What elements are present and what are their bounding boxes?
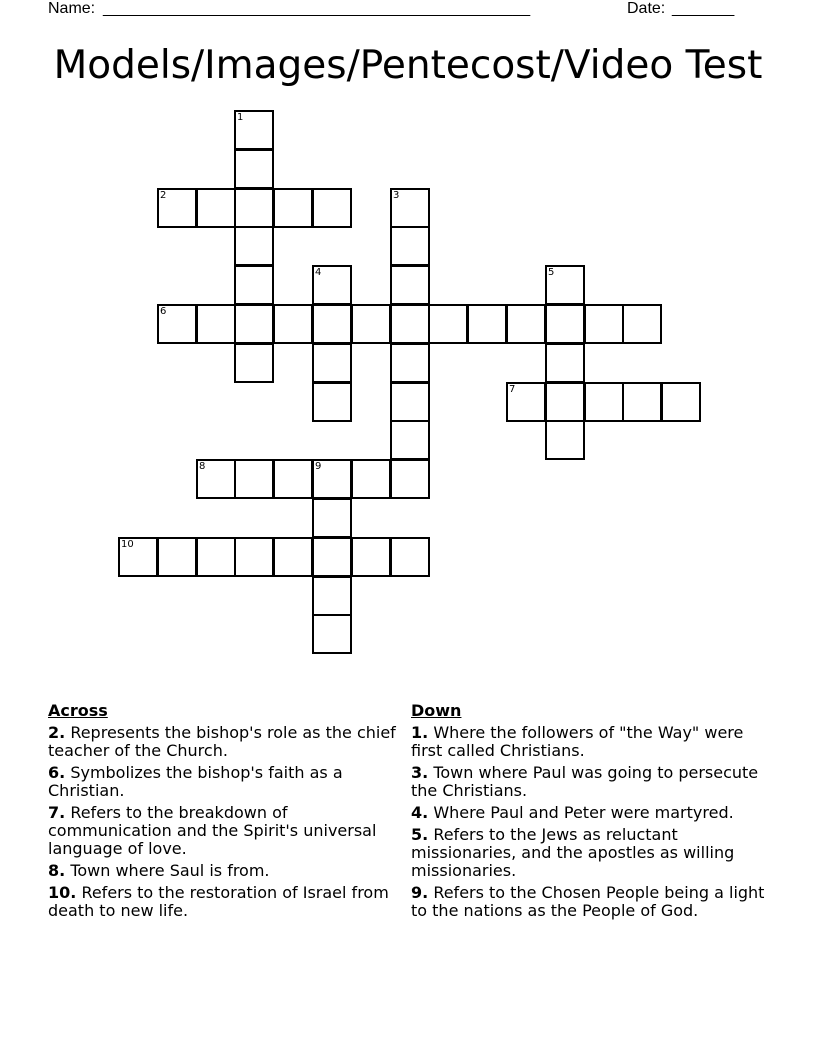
clue-text: Where Paul and Peter were martyred. [433,803,734,822]
crossword-cell[interactable] [273,537,313,577]
crossword-cell[interactable] [390,304,430,344]
cell-number: 8 [199,461,206,472]
crossword-cell[interactable] [545,343,585,383]
crossword-cell[interactable] [312,304,352,344]
crossword-cell[interactable] [312,576,352,616]
cell-number: 9 [315,461,322,472]
crossword-cell[interactable] [234,226,274,266]
date-blank-line: _______ [672,0,735,17]
clue-number: 4. [411,803,429,822]
clue-text: Symbolizes the bishop's faith as a Christian. [48,763,343,800]
crossword-cell[interactable] [312,614,352,654]
crossword-cell[interactable] [157,304,197,344]
crossword-cell[interactable] [312,188,352,228]
clue-text: Refers to the Jews as reluctant missionaries, and the apostles as willing missionaries. [411,825,735,880]
clue-across [48,884,408,920]
crossword-cell[interactable] [273,188,313,228]
crossword-cell[interactable] [584,304,624,344]
crossword-cell[interactable] [312,537,352,577]
clue-down [411,884,771,920]
name-blank-line: ________________________________________________ [103,0,531,17]
cell-number: 6 [160,306,167,317]
crossword-cell[interactable] [390,265,430,305]
clue-text: Represents the bishop's role as the chief teacher of the Church. [48,723,396,760]
crossword-cell[interactable] [622,382,662,422]
crossword-cell[interactable] [196,459,236,499]
crossword-cell[interactable] [118,537,158,577]
cell-number: 10 [121,539,134,550]
crossword-cell[interactable] [157,537,197,577]
clue-across [48,724,408,760]
crossword-cell[interactable] [196,304,236,344]
crossword-cell[interactable] [545,265,585,305]
cell-number: 5 [548,267,555,278]
crossword-cell[interactable] [506,304,546,344]
clue-number: 5. [411,825,429,844]
cell-number: 3 [393,190,400,201]
clue-down [411,804,771,822]
clue-across [48,862,408,880]
crossword-cell[interactable] [506,382,546,422]
clue-down [411,724,771,760]
crossword-cell[interactable] [312,459,352,499]
crossword-cell[interactable] [196,188,236,228]
crossword-cell[interactable] [273,459,313,499]
crossword-cell[interactable] [312,498,352,538]
across-heading: Across [48,701,108,720]
crossword-cell[interactable] [234,149,274,189]
clue-across [48,764,408,800]
crossword-cell[interactable] [312,265,352,305]
crossword-cell[interactable] [545,420,585,460]
crossword-cell[interactable] [234,304,274,344]
clue-number: 6. [48,763,66,782]
clue-number: 10. [48,883,77,902]
clue-number: 9. [411,883,429,902]
clue-number: 7. [48,803,66,822]
crossword-cell[interactable] [234,537,274,577]
crossword-cell[interactable] [312,343,352,383]
crossword-cell[interactable] [390,382,430,422]
crossword-cell[interactable] [390,459,430,499]
crossword-cell[interactable] [273,304,313,344]
crossword-cell[interactable] [234,188,274,228]
cell-number: 2 [160,190,167,201]
name-label: Name: [48,0,96,17]
crossword-cell[interactable] [390,343,430,383]
clue-down [411,826,771,880]
cell-number: 7 [509,384,516,395]
crossword-cell[interactable] [351,537,391,577]
clue-text: Refers to the restoration of Israel from death to new life. [48,883,389,920]
clue-text: Town where Paul was going to persecute the Christians. [411,763,759,800]
crossword-cell[interactable] [622,304,662,344]
clue-text: Where the followers of "the Way" were first called Christians. [411,723,744,760]
clue-down [411,764,771,800]
crossword-cell[interactable] [234,265,274,305]
crossword-cell[interactable] [234,459,274,499]
clue-text: Refers to the breakdown of communication and the Spirit's universal language of love. [48,803,377,858]
crossword-cell[interactable] [234,343,274,383]
crossword-cell[interactable] [351,459,391,499]
clue-number: 3. [411,763,429,782]
crossword-cell[interactable] [234,110,274,150]
down-heading: Down [411,701,462,720]
crossword-cell[interactable] [312,382,352,422]
crossword-cell[interactable] [390,537,430,577]
clue-across [48,804,408,858]
clue-number: 8. [48,861,66,880]
clue-number: 1. [411,723,429,742]
crossword-cell[interactable] [390,188,430,228]
across-clues [48,702,408,924]
crossword-cell[interactable] [545,382,585,422]
crossword-cell[interactable] [467,304,507,344]
clue-text: Town where Saul is from. [70,861,270,880]
crossword-cell[interactable] [196,537,236,577]
crossword-cell[interactable] [584,382,624,422]
cell-number: 4 [315,267,322,278]
down-clues [411,702,771,924]
crossword-cell[interactable] [428,304,468,344]
date-label: Date: [627,0,666,17]
page-title: Models/Images/Pentecost/Video Test [53,43,763,88]
clue-number: 2. [48,723,66,742]
crossword-cell[interactable] [157,188,197,228]
crossword-cell[interactable] [661,382,701,422]
crossword-cell[interactable] [545,304,585,344]
cell-number: 1 [237,112,244,123]
crossword-cell[interactable] [351,304,391,344]
crossword-cell[interactable] [390,420,430,460]
clue-text: Refers to the Chosen People being a light to the nations as the People of God. [411,883,765,920]
crossword-cell[interactable] [390,226,430,266]
